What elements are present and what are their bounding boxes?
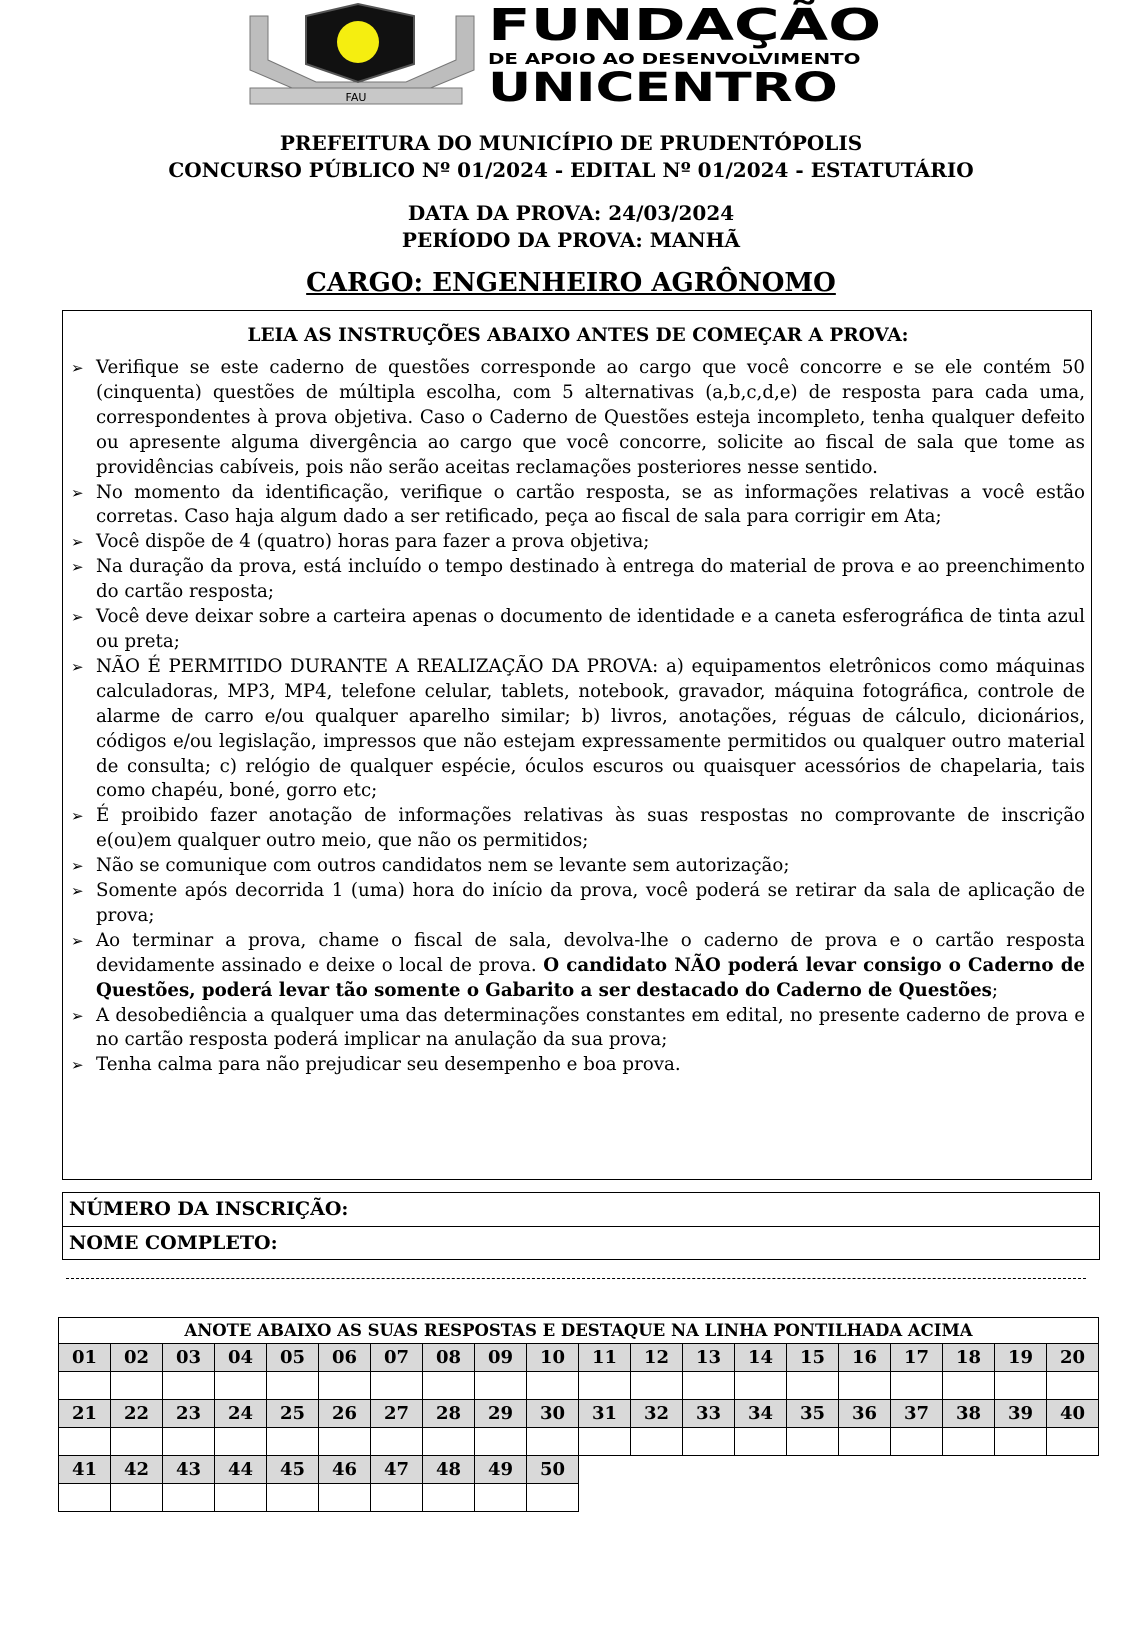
empty-cell	[735, 1484, 787, 1512]
instruction-item	[71, 655, 1085, 804]
answer-cell[interactable]	[943, 1372, 995, 1400]
question-number: 09	[475, 1344, 527, 1372]
answer-cell[interactable]	[631, 1428, 683, 1456]
answer-cell[interactable]	[631, 1372, 683, 1400]
answer-cell[interactable]	[215, 1372, 267, 1400]
question-number: 33	[683, 1400, 735, 1428]
question-number: 18	[943, 1344, 995, 1372]
full-name-field[interactable]: NOME COMPLETO:	[63, 1226, 1099, 1259]
question-number: 14	[735, 1344, 787, 1372]
answer-cell[interactable]	[995, 1372, 1047, 1400]
empty-cell	[631, 1456, 683, 1484]
instruction-text: Ao terminar a prova, chame o fiscal de sala, devolva-lhe o caderno de prova e o cartão resposta devidamente assinado e deixe o local de prova.	[96, 929, 1085, 976]
question-number: 49	[475, 1456, 527, 1484]
answer-cell[interactable]	[319, 1484, 371, 1512]
question-number: 17	[891, 1344, 943, 1372]
answer-cell[interactable]	[735, 1428, 787, 1456]
instruction-item	[71, 1004, 1085, 1054]
instruction-item	[71, 929, 1085, 1004]
answer-cell[interactable]	[527, 1428, 579, 1456]
instruction-item	[71, 854, 1085, 879]
question-number: 11	[579, 1344, 631, 1372]
question-number: 20	[1047, 1344, 1099, 1372]
empty-cell	[839, 1456, 891, 1484]
instruction-text: NÃO É PERMITIDO DURANTE A REALIZAÇÃO DA PROVA: a) equipamentos eletrônicos como máquinas calculadoras, MP3, MP4, telefone celular, tablets, notebook, gravador, máquina fotográfica, controle de alarme de carro e/ou qualquer aparelho similar; b) livros, anotações, réguas de cálculo, dicionários, códigos e/ou legislação, impressos que não estejam expressamente permitidos ou qualquer outro material de consulta; c) relógio de qualquer espécie, óculos escuros ou quaisquer acessórios de chapelaria, tais como chapéu, boné, gorro etc;	[96, 655, 1085, 802]
answer-cell[interactable]	[579, 1372, 631, 1400]
answer-cell[interactable]	[215, 1428, 267, 1456]
question-number: 31	[579, 1400, 631, 1428]
question-number: 02	[111, 1344, 163, 1372]
logo-subtitle: DE APOIO AO DESENVOLVIMENTO	[488, 50, 861, 68]
instruction-text: É proibido fazer anotação de informações relativas às suas respostas no comprovante de inscrição e(ou)em qualquer outro meio, que não os permitidos;	[96, 805, 1085, 852]
arrow-bullet-icon: ➢	[71, 483, 84, 502]
question-number: 30	[527, 1400, 579, 1428]
answer-cell[interactable]	[319, 1372, 371, 1400]
answer-cell[interactable]	[423, 1372, 475, 1400]
answer-cell[interactable]	[1047, 1428, 1099, 1456]
instruction-tail: ;	[991, 979, 999, 1001]
answer-cell[interactable]	[735, 1372, 787, 1400]
empty-cell	[683, 1484, 735, 1512]
question-number: 42	[111, 1456, 163, 1484]
instruction-text: No momento da identificação, verifique o cartão resposta, se as informações relativas a você estão corretas. Caso haja algum dado a ser retificado, peça ao fiscal de sala para corrigir em Ata;	[96, 481, 1085, 528]
question-number: 01	[59, 1344, 111, 1372]
answer-cell[interactable]	[1047, 1372, 1099, 1400]
answer-cell[interactable]	[371, 1484, 423, 1512]
empty-cell	[787, 1456, 839, 1484]
arrow-bullet-icon: ➢	[71, 1056, 84, 1075]
answer-cell[interactable]	[215, 1484, 267, 1512]
arrow-bullet-icon: ➢	[71, 657, 84, 676]
question-number: 43	[163, 1456, 215, 1484]
empty-cell	[891, 1484, 943, 1512]
instructions-list	[71, 356, 1085, 1078]
empty-cell	[735, 1456, 787, 1484]
question-number: 07	[371, 1344, 423, 1372]
instruction-text: Você deve deixar sobre a carteira apenas o documento de identidade e a caneta esferográfica de tinta azul ou preta;	[96, 606, 1085, 652]
exam-period: PERÍODO DA PROVA: MANHÃ	[401, 228, 741, 252]
question-number: 45	[267, 1456, 319, 1484]
instruction-item	[71, 481, 1085, 531]
answer-cell[interactable]	[839, 1372, 891, 1400]
question-number: 38	[943, 1400, 995, 1428]
arrow-bullet-icon: ➢	[71, 807, 84, 826]
answer-cell[interactable]	[319, 1428, 371, 1456]
instruction-item	[71, 605, 1085, 655]
question-number: 46	[319, 1456, 371, 1484]
instruction-text: Na duração da prova, está incluído o tempo destinado à entrega do material de prova e ao preenchimento do cartão resposta;	[96, 556, 1085, 603]
content-flow	[0, 310, 1142, 1512]
answer-cell[interactable]	[163, 1428, 215, 1456]
exam-date: DATA DA PROVA: 24/03/2024	[407, 201, 735, 225]
empty-cell	[943, 1484, 995, 1512]
question-number: 24	[215, 1400, 267, 1428]
answer-cell[interactable]	[839, 1428, 891, 1456]
instruction-text: Você dispõe de 4 (quatro) horas para fazer a prova objetiva;	[96, 531, 650, 553]
answer-cell[interactable]	[371, 1372, 423, 1400]
question-number: 34	[735, 1400, 787, 1428]
answer-cell[interactable]	[423, 1484, 475, 1512]
question-number: 47	[371, 1456, 423, 1484]
question-number: 39	[995, 1400, 1047, 1428]
question-number: 28	[423, 1400, 475, 1428]
empty-cell	[995, 1484, 1047, 1512]
instruction-item	[71, 1053, 1085, 1078]
empty-cell	[943, 1456, 995, 1484]
answer-cell[interactable]	[267, 1484, 319, 1512]
question-number: 37	[891, 1400, 943, 1428]
empty-cell	[683, 1456, 735, 1484]
answer-cell[interactable]	[111, 1428, 163, 1456]
svg-text:FAU: FAU	[345, 91, 367, 104]
candidate-form	[62, 1192, 1100, 1260]
answer-cell[interactable]	[475, 1428, 527, 1456]
answer-sheet-table	[58, 1317, 1099, 1512]
arrow-bullet-icon: ➢	[71, 882, 84, 901]
answer-cell[interactable]	[527, 1484, 579, 1512]
empty-cell	[995, 1456, 1047, 1484]
answer-cell[interactable]	[891, 1372, 943, 1400]
answer-cell[interactable]	[267, 1372, 319, 1400]
answer-cell[interactable]	[943, 1428, 995, 1456]
question-number: 03	[163, 1344, 215, 1372]
empty-cell	[891, 1456, 943, 1484]
question-number: 05	[267, 1344, 319, 1372]
answer-cell[interactable]	[527, 1372, 579, 1400]
empty-cell	[1047, 1484, 1099, 1512]
question-number: 10	[527, 1344, 579, 1372]
question-number: 15	[787, 1344, 839, 1372]
instruction-item	[71, 530, 1085, 555]
answer-sheet-title: ANOTE ABAIXO AS SUAS RESPOSTAS E DESTAQUE NA LINHA PONTILHADA ACIMA	[59, 1318, 1099, 1344]
question-number: 41	[59, 1456, 111, 1484]
header-contest: CONCURSO PÚBLICO Nº 01/2024 - EDITAL Nº 01/2024 - ESTATUTÁRIO	[168, 158, 974, 182]
empty-cell	[839, 1484, 891, 1512]
instructions-box	[62, 310, 1092, 1180]
question-number: 36	[839, 1400, 891, 1428]
question-number: 22	[111, 1400, 163, 1428]
instruction-text: Somente após decorrida 1 (uma) hora do início da prova, você poderá se retirar da sala de aplicação de prova;	[96, 880, 1085, 926]
answer-cell[interactable]	[163, 1484, 215, 1512]
answer-cell[interactable]	[111, 1484, 163, 1512]
answer-cell[interactable]	[683, 1428, 735, 1456]
question-number: 16	[839, 1344, 891, 1372]
empty-cell	[579, 1456, 631, 1484]
instruction-text: A desobediência a qualquer uma das determinações constantes em edital, no presente caderno de prova e no cartão resposta poderá implicar na anulação da sua prova;	[96, 1004, 1085, 1051]
empty-cell	[631, 1484, 683, 1512]
instructions-title: LEIA AS INSTRUÇÕES ABAIXO ANTES DE COMEÇAR A PROVA:	[247, 325, 909, 346]
arrow-bullet-icon: ➢	[71, 857, 84, 876]
question-number: 08	[423, 1344, 475, 1372]
question-number: 32	[631, 1400, 683, 1428]
question-number: 06	[319, 1344, 371, 1372]
question-number: 25	[267, 1400, 319, 1428]
empty-cell	[1047, 1456, 1099, 1484]
arrow-bullet-icon: ➢	[71, 359, 84, 377]
answer-cell[interactable]	[59, 1372, 111, 1400]
instruction-item	[71, 555, 1085, 605]
logo-name: UNICENTRO	[488, 65, 838, 111]
answer-cell[interactable]	[111, 1372, 163, 1400]
question-number: 35	[787, 1400, 839, 1428]
answer-cell[interactable]	[163, 1372, 215, 1400]
answer-cell[interactable]	[579, 1428, 631, 1456]
question-number: 04	[215, 1344, 267, 1372]
question-number: 29	[475, 1400, 527, 1428]
answer-cell[interactable]	[475, 1484, 527, 1512]
job-title: CARGO: ENGENHEIRO AGRÔNOMO	[306, 268, 836, 298]
answer-cell[interactable]	[995, 1428, 1047, 1456]
instruction-text: Tenha calma para não prejudicar seu desempenho e boa prova.	[96, 1054, 681, 1076]
question-number: 27	[371, 1400, 423, 1428]
empty-cell	[579, 1484, 631, 1512]
arrow-bullet-icon: ➢	[71, 608, 84, 627]
instruction-text: Verifique se este caderno de questões corresponde ao cargo que você concorre e se ele contém 50 (cinquenta) questões de múltipla escolha, com 5 alternativas (a,b,c,d,e) de resposta para cada uma, correspondentes à prova objetiva. Caso o Caderno de Questões esteja incompleto, tenha qualquer defeito ou apresente alguma divergência ao cargo que você concorre, solicite ao fiscal de sala que tome as providências cabíveis, pois não serão aceitas reclamações posteriores nesse sentido.	[96, 357, 1085, 478]
arrow-bullet-icon: ➢	[71, 533, 84, 552]
answer-cell[interactable]	[683, 1372, 735, 1400]
question-number: 23	[163, 1400, 215, 1428]
answer-cell[interactable]	[787, 1428, 839, 1456]
fundacao-unicentro-emblem	[246, 2, 486, 107]
header-municipality: PREFEITURA DO MUNICÍPIO DE PRUDENTÓPOLIS	[279, 131, 863, 155]
answer-cell[interactable]	[267, 1428, 319, 1456]
arrow-bullet-icon: ➢	[71, 931, 84, 950]
answer-cell[interactable]	[891, 1428, 943, 1456]
arrow-bullet-icon: ➢	[71, 1006, 84, 1025]
question-number: 40	[1047, 1400, 1099, 1428]
answer-cell[interactable]	[59, 1428, 111, 1456]
instruction-item	[71, 804, 1085, 854]
empty-cell	[787, 1484, 839, 1512]
answer-cell[interactable]	[475, 1372, 527, 1400]
arrow-bullet-icon: ➢	[71, 558, 84, 577]
instruction-emphasis: O candidato NÃO poderá levar consigo o Caderno de Questões, poderá levar tão somente o Gabarito a ser destacado do Caderno de Questões	[96, 954, 1085, 1001]
instruction-item	[71, 879, 1085, 929]
question-number: 26	[319, 1400, 371, 1428]
answer-cell[interactable]	[423, 1428, 475, 1456]
question-number: 48	[423, 1456, 475, 1484]
registration-number-field[interactable]: NÚMERO DA INSCRIÇÃO:	[69, 1198, 349, 1220]
instruction-text: Não se comunique com outros candidatos nem se levante sem autorização;	[96, 855, 790, 877]
cut-dotted-line	[66, 1278, 1086, 1279]
question-number: 19	[995, 1344, 1047, 1372]
logo-brand: FUNDAÇÃO	[488, 0, 882, 51]
question-number: 12	[631, 1344, 683, 1372]
question-number: 44	[215, 1456, 267, 1484]
question-number: 21	[59, 1400, 111, 1428]
question-number: 50	[527, 1456, 579, 1484]
instruction-item	[71, 356, 1085, 481]
answer-cell[interactable]	[787, 1372, 839, 1400]
answer-cell[interactable]	[59, 1484, 111, 1512]
question-number: 13	[683, 1344, 735, 1372]
answer-cell[interactable]	[371, 1428, 423, 1456]
